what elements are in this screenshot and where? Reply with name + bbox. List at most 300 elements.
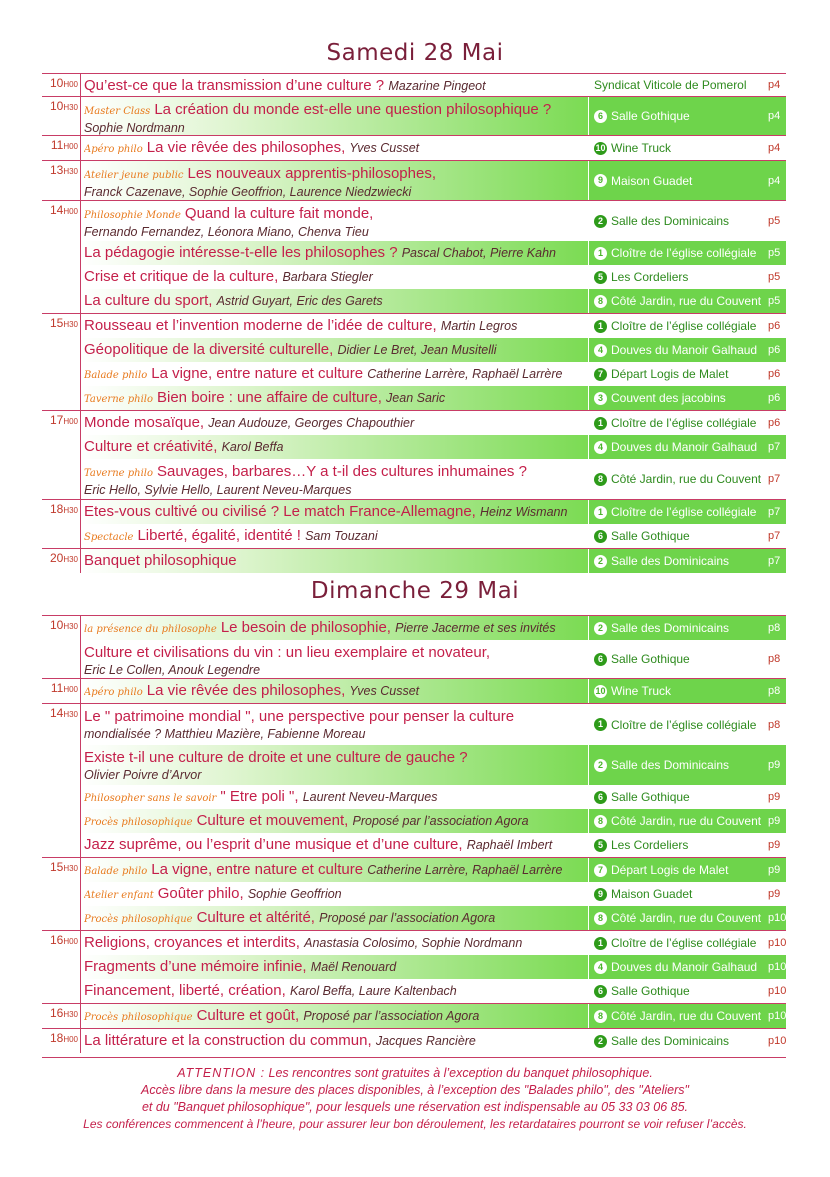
page-ref: p8	[766, 679, 786, 703]
location-cell	[588, 97, 766, 135]
event-cell	[80, 289, 588, 313]
notice-line3: et du "Banquet philosophique", pour lesquels une réservation est indispensable au 05 33 03 06 85.	[141, 1100, 689, 1114]
notice-divider	[42, 1057, 786, 1058]
time-hour: 14	[49, 706, 64, 720]
location-name: Syndicat Viticole de Pomerol	[594, 78, 747, 92]
page-ref: p10	[766, 906, 786, 930]
time-label	[42, 435, 80, 459]
location-number-icon: 4	[594, 961, 607, 974]
location-name: Couvent des jacobins	[611, 391, 726, 405]
event-cell	[80, 161, 588, 200]
location-number-icon: 2	[594, 555, 607, 568]
event-title: Quand la culture fait monde,	[184, 205, 374, 222]
event-speakers: Didier Le Bret, Jean Musitelli	[337, 343, 497, 357]
time-label	[42, 411, 80, 435]
location-number-icon: 3	[594, 392, 607, 405]
location-number-icon: 9	[594, 174, 607, 187]
page-ref: p4	[768, 142, 781, 154]
time-minutes: H00	[63, 142, 78, 151]
notice	[40, 1065, 790, 1133]
schedule-row	[42, 289, 786, 313]
schedule-sunday	[42, 615, 786, 1053]
location-name: Cloître de l’église collégiale	[611, 246, 757, 260]
time-label	[42, 704, 80, 745]
time-label	[42, 785, 80, 809]
event-title: La vie rêvée des philosophes,	[146, 682, 346, 699]
location-cell	[588, 338, 766, 362]
location-number-icon: 5	[594, 839, 607, 852]
location-number-icon: 1	[594, 718, 607, 731]
event-speakers: Sam Touzani	[305, 529, 378, 543]
event-speakers: Anastasia Colosimo, Sophie Nordmann	[304, 936, 523, 950]
location-number-icon: 9	[594, 888, 607, 901]
page-ref: p10	[766, 1004, 786, 1028]
time-hour: 18	[49, 502, 64, 516]
location-name: Les Cordeliers	[611, 270, 689, 284]
page-ref: p8	[768, 653, 781, 665]
event-cell	[80, 411, 588, 435]
event-speakers: Catherine Larrère, Raphaël Larrère	[367, 863, 563, 877]
location-name: Cloître de l’église collégiale	[611, 505, 757, 519]
page-ref: p10	[768, 1035, 787, 1047]
schedule-row	[42, 362, 786, 386]
location-cell	[588, 858, 766, 882]
schedule-row	[42, 386, 786, 410]
schedule-row	[42, 524, 786, 548]
event-speakers: Maël Renouard	[310, 960, 397, 974]
event-title: Culture et civilisations du vin : un lieu exemplaire et novateur,	[84, 644, 491, 661]
page-ref: p5	[766, 289, 786, 313]
location-cell	[588, 386, 766, 410]
page-ref: p10	[766, 955, 786, 979]
event-speakers: Pierre Jacerme et ses invités	[395, 621, 556, 635]
page-ref: p6	[768, 320, 781, 332]
location-number-icon: 7	[594, 864, 607, 877]
location-cell	[588, 201, 766, 241]
time-label	[42, 500, 80, 524]
time-label	[42, 931, 80, 955]
location-cell	[588, 785, 766, 809]
location-cell	[588, 459, 766, 499]
location-name: Côté Jardin, rue du Couvent	[611, 911, 762, 925]
location-cell	[588, 616, 766, 640]
page-ref: p5	[766, 241, 786, 265]
location-number-icon: 5	[594, 271, 607, 284]
event-speakers: Jean Saric	[386, 391, 446, 405]
event-title: Géopolitique de la diversité culturelle,	[84, 341, 334, 358]
event-title: Etes-vous cultivé ou civilisé ? Le match France-Allemagne,	[84, 503, 476, 520]
event-speakers: Sophie Geoffrion	[247, 887, 342, 901]
location-number-icon: 7	[594, 368, 607, 381]
location-cell	[588, 745, 766, 785]
location-cell	[588, 241, 766, 265]
location-cell	[588, 882, 766, 906]
event-cell	[80, 314, 588, 338]
event-cell	[80, 386, 588, 410]
time-label	[42, 858, 80, 882]
schedule-row	[42, 459, 786, 499]
location-cell	[588, 411, 766, 435]
schedule-row	[42, 678, 786, 703]
event-title: La pédagogie intéresse-t-elle les philosophes ?	[84, 244, 398, 261]
event-title: Bien boire : une affaire de culture,	[157, 389, 382, 406]
location-cell	[588, 704, 766, 745]
location-name: Départ Logis de Malet	[611, 863, 729, 877]
location-number-icon: 4	[594, 441, 607, 454]
location-cell	[588, 809, 766, 833]
location-name: Salle Gothique	[611, 790, 690, 804]
event-cell	[80, 97, 588, 135]
event-title: La création du monde est-elle une question philosophique ?	[154, 101, 552, 118]
location-number-icon: 2	[594, 1035, 607, 1048]
schedule-row	[42, 809, 786, 833]
time-label	[42, 362, 80, 386]
event-speakers: Yves Cusset	[349, 684, 420, 698]
page-ref: p5	[768, 271, 781, 283]
page-ref: p7	[768, 473, 781, 485]
schedule-row	[42, 499, 786, 524]
schedule-row	[42, 548, 786, 573]
time-label	[42, 338, 80, 362]
location-cell	[588, 679, 766, 703]
event-tag: Taverne philo	[84, 468, 153, 479]
event-tag: Philosophie Monde	[84, 210, 181, 221]
event-tag: Atelier enfant	[84, 890, 154, 901]
event-cell	[80, 906, 588, 930]
time-label	[42, 1029, 80, 1053]
event-cell	[80, 809, 588, 833]
event-cell	[80, 500, 588, 524]
location-name: Salle Gothique	[611, 529, 690, 543]
location-number-icon: 8	[594, 295, 607, 308]
location-name: Salle des Dominicains	[611, 214, 730, 228]
event-tag: Taverne philo	[84, 394, 153, 405]
location-cell	[588, 931, 766, 955]
time-minutes: H30	[63, 103, 78, 112]
page-ref: p4	[766, 97, 786, 135]
location-cell	[588, 1004, 766, 1028]
location-number-icon: 1	[594, 506, 607, 519]
event-title: Le " patrimoine mondial ", une perspective pour penser la culture	[84, 708, 515, 725]
event-title: Le besoin de philosophie,	[220, 619, 391, 636]
event-cell	[80, 616, 588, 640]
event-title: La littérature et la construction du commun,	[84, 1032, 372, 1049]
time-minutes: H00	[63, 685, 78, 694]
event-cell	[80, 955, 588, 979]
schedule-row	[42, 833, 786, 857]
event-cell	[80, 201, 588, 241]
page-ref: p6	[768, 417, 781, 429]
time-hour: 18	[49, 1031, 64, 1045]
time-hour: 15	[49, 316, 64, 330]
page-ref: p10	[768, 985, 787, 997]
event-title: Financement, liberté, création,	[84, 982, 286, 999]
event-speakers: Laurent Neveu-Marques	[302, 790, 438, 804]
location-cell	[588, 289, 766, 313]
location-number-icon: 10	[595, 142, 606, 153]
event-cell	[80, 136, 588, 160]
page-ref: p4	[768, 79, 781, 91]
time-label	[42, 386, 80, 410]
schedule-row	[42, 979, 786, 1003]
event-cell	[80, 265, 588, 289]
schedule-row	[42, 882, 786, 906]
time-minutes: H00	[63, 937, 78, 946]
location-number-icon: 1	[594, 937, 607, 950]
time-hour: 14	[49, 203, 64, 217]
event-speakers: Heinz Wismann	[480, 505, 568, 519]
event-speakers: Karol Beffa, Laure Kaltenbach	[289, 984, 457, 998]
time-label	[42, 882, 80, 906]
time-minutes: H30	[63, 1010, 78, 1019]
schedule-row	[42, 930, 786, 955]
event-title: Culture et mouvement,	[196, 812, 349, 829]
location-name: Maison Guadet	[611, 173, 693, 188]
time-hour: 10	[49, 76, 64, 90]
location-name: Douves du Manoir Galhaud	[611, 440, 758, 454]
event-tag: Atelier jeune public	[84, 170, 184, 181]
event-cell	[80, 1029, 588, 1053]
location-cell	[588, 161, 766, 200]
event-cell	[80, 745, 588, 785]
location-name: Salle Gothique	[611, 109, 690, 123]
event-speakers: Proposé par l’association Agora	[319, 911, 496, 925]
event-tag: Apéro philo	[84, 687, 143, 698]
event-cell	[80, 858, 588, 882]
location-name: Cloître de l’église collégiale	[611, 936, 757, 950]
event-title: La culture du sport,	[84, 292, 213, 309]
event-speakers: Pascal Chabot, Pierre Kahn	[401, 246, 556, 260]
event-title: Jazz suprême, ou l’esprit d’une musique et d’une culture,	[84, 836, 463, 853]
event-title: La vigne, entre nature et culture	[151, 861, 364, 878]
location-name: Côté Jardin, rue du Couvent	[611, 814, 762, 828]
event-cell	[80, 549, 588, 573]
event-tag: Master Class	[84, 106, 151, 117]
time-hour: 16	[49, 933, 64, 947]
schedule-row	[42, 640, 786, 678]
event-cell	[80, 931, 588, 955]
location-number-icon: 8	[594, 1010, 607, 1023]
event-cell	[80, 785, 588, 809]
event-cell	[80, 338, 588, 362]
event-title: Existe t-il une culture de droite et une culture de gauche ?	[84, 749, 468, 766]
event-cell	[80, 679, 588, 703]
location-name: Wine Truck	[611, 141, 672, 155]
event-speakers-line2: mondialisée ? Matthieu Mazière, Fabienne Moreau	[84, 727, 366, 741]
location-number-icon: 8	[594, 473, 607, 486]
day-heading-sunday: Dimanche 29 Mai	[310, 578, 520, 604]
event-title: Culture et créativité,	[84, 438, 218, 455]
time-label	[42, 549, 80, 573]
time-label	[42, 679, 80, 703]
location-name: Cloître de l’église collégiale	[611, 416, 757, 430]
event-title: Liberté, égalité, identité !	[137, 527, 301, 544]
location-cell	[588, 362, 766, 386]
location-cell	[588, 500, 766, 524]
notice-line2: Accès libre dans la mesure des places disponibles, à l’exception des "Balades philo", des "Ateliers"	[141, 1083, 689, 1097]
event-speakers-line2: Fernando Fernandez, Léonora Miano, Chenva Tieu	[84, 225, 369, 239]
location-number-icon: 6	[594, 110, 607, 123]
event-cell	[80, 241, 588, 265]
location-cell	[588, 549, 766, 573]
location-cell	[588, 265, 766, 289]
page-ref: p8	[766, 616, 786, 640]
event-cell	[80, 524, 588, 548]
location-cell	[588, 955, 766, 979]
schedule-row	[42, 265, 786, 289]
event-speakers-line2: Franck Cazenave, Sophie Geoffrion, Laurence Niedzwiecki	[84, 185, 412, 199]
event-cell	[80, 74, 588, 96]
schedule-row	[42, 410, 786, 435]
page-ref: p9	[766, 745, 786, 785]
location-name: Salle des Dominicains	[611, 1034, 730, 1048]
event-title: Banquet philosophique	[84, 552, 237, 569]
time-label	[42, 745, 80, 785]
event-cell	[80, 882, 588, 906]
time-hour: 17	[49, 413, 64, 427]
schedule-row	[42, 1028, 786, 1053]
location-cell	[588, 435, 766, 459]
schedule-saturday	[42, 73, 786, 573]
location-name: Départ Logis de Malet	[611, 367, 729, 381]
page-ref: p10	[768, 937, 787, 949]
location-number-icon: 2	[594, 215, 607, 228]
schedule-row	[42, 313, 786, 338]
event-title: Goûter philo,	[157, 885, 244, 902]
page-ref: p7	[766, 500, 786, 524]
page-ref: p9	[768, 839, 781, 851]
time-minutes: H30	[63, 506, 78, 515]
event-tag: Apéro philo	[84, 144, 143, 155]
schedule-row	[42, 906, 786, 930]
event-speakers-line2: Eric Le Collen, Anouk Legendre	[84, 663, 261, 677]
event-tag: Balade philo	[84, 370, 148, 381]
schedule-row	[42, 1003, 786, 1028]
location-number-icon: 10	[595, 685, 606, 696]
time-label	[42, 955, 80, 979]
location-number-icon: 6	[594, 653, 607, 666]
event-tag: Procès philosophique	[84, 914, 193, 925]
location-name: Salle Gothique	[611, 652, 690, 666]
location-name: Douves du Manoir Galhaud	[611, 960, 758, 974]
time-label	[42, 161, 80, 200]
time-label	[42, 201, 80, 241]
schedule-row	[42, 857, 786, 882]
location-cell	[588, 833, 766, 857]
notice-attention: ATTENTION :	[177, 1066, 266, 1080]
location-number-icon: 8	[594, 815, 607, 828]
page-ref: p4	[766, 161, 786, 200]
event-tag: Philosopher sans le savoir	[84, 793, 217, 804]
time-hour: 13	[49, 163, 64, 177]
event-cell	[80, 459, 588, 499]
event-cell	[80, 1004, 588, 1028]
event-speakers: Proposé par l’association Agora	[303, 1009, 480, 1023]
time-minutes: H00	[63, 417, 78, 426]
event-cell	[80, 833, 588, 857]
schedule-row	[42, 200, 786, 241]
event-tag: Balade philo	[84, 866, 148, 877]
page-ref: p6	[766, 338, 786, 362]
location-number-icon: 1	[594, 320, 607, 333]
location-name: Maison Guadet	[611, 887, 693, 901]
event-tag: Procès philosophique	[84, 817, 193, 828]
time-label	[42, 809, 80, 833]
location-cell	[588, 524, 766, 548]
location-number-icon: 8	[594, 912, 607, 925]
event-cell	[80, 979, 588, 1003]
page-ref: p7	[766, 435, 786, 459]
event-speakers-line2: Eric Hello, Sylvie Hello, Laurent Neveu-Marques	[84, 483, 352, 497]
location-name: Cloître de l’église collégiale	[611, 717, 757, 732]
event-cell	[80, 704, 588, 745]
time-hour: 20	[49, 551, 64, 565]
event-cell	[80, 435, 588, 459]
time-minutes: H00	[63, 1035, 78, 1044]
event-title: La vie rêvée des philosophes,	[146, 139, 346, 156]
location-number-icon: 1	[594, 247, 607, 260]
time-label	[42, 640, 80, 678]
time-label	[42, 459, 80, 499]
location-cell	[588, 314, 766, 338]
event-speakers: Jean Audouze, Georges Chapouthier	[208, 416, 415, 430]
schedule-row	[42, 160, 786, 200]
schedule-row	[42, 703, 786, 745]
time-minutes: H00	[63, 207, 78, 216]
time-label	[42, 136, 80, 160]
event-title: Fragments d’une mémoire infinie,	[84, 958, 307, 975]
location-cell	[588, 979, 766, 1003]
location-number-icon: 2	[594, 622, 607, 635]
event-tag: la présence du philosophe	[84, 624, 217, 635]
time-hour: 11	[50, 681, 64, 695]
event-title: Les nouveaux apprentis-philosophes,	[187, 165, 437, 182]
time-label	[42, 97, 80, 135]
time-label	[42, 289, 80, 313]
time-hour: 15	[49, 860, 64, 874]
event-title: Religions, croyances et interdits,	[84, 934, 300, 951]
time-label	[42, 833, 80, 857]
event-speakers: Barbara Stiegler	[282, 270, 373, 284]
event-title: Monde mosaïque,	[84, 414, 205, 431]
page-ref: p8	[768, 718, 781, 731]
location-number-icon: 4	[594, 344, 607, 357]
location-name: Cloître de l’église collégiale	[611, 319, 757, 333]
time-minutes: H30	[63, 622, 78, 631]
location-number-icon: 1	[594, 417, 607, 430]
location-name: Salle Gothique	[611, 984, 690, 998]
time-label	[42, 979, 80, 1003]
schedule-row	[42, 745, 786, 785]
time-minutes: H30	[63, 864, 78, 873]
page-ref: p6	[766, 386, 786, 410]
location-number-icon: 6	[594, 985, 607, 998]
event-cell	[80, 640, 588, 678]
time-label	[42, 524, 80, 548]
schedule-row	[42, 435, 786, 459]
event-title: Culture et goût,	[196, 1007, 300, 1024]
page-ref: p5	[768, 215, 781, 227]
time-hour: 11	[50, 138, 64, 152]
time-label	[42, 906, 80, 930]
event-speakers: Mazarine Pingeot	[388, 79, 486, 93]
schedule-row	[42, 135, 786, 160]
time-hour: 16	[49, 1006, 64, 1020]
time-minutes: H30	[63, 167, 78, 176]
time-minutes: H00	[63, 80, 78, 89]
event-speakers: Karol Beffa	[221, 440, 284, 454]
location-name: Les Cordeliers	[611, 838, 689, 852]
